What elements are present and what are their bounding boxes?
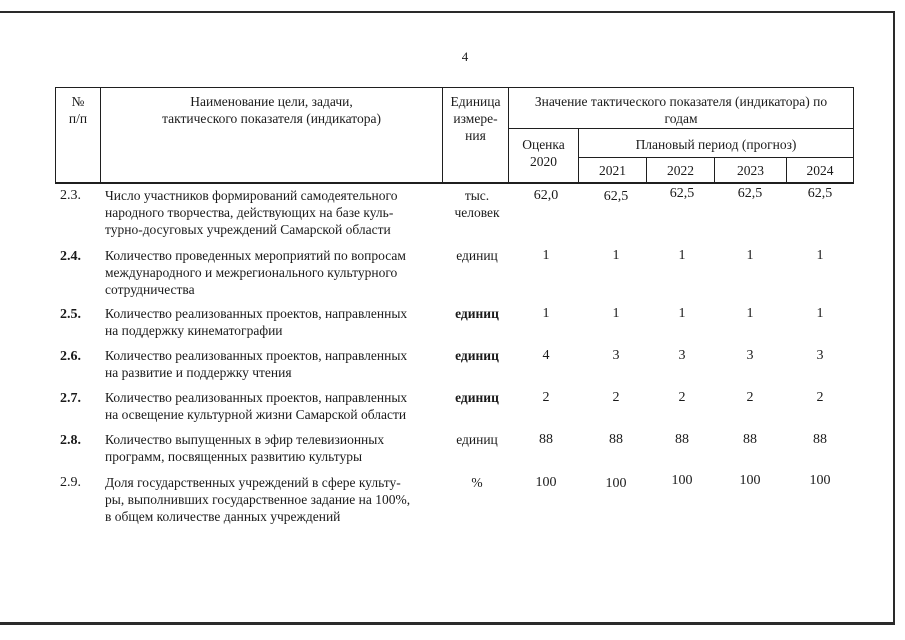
row-number: 2.5. (60, 307, 81, 322)
scan-edge-bottom (0, 622, 895, 625)
header-name: Наименование цели, задачи, тактического показателя (индикатора) (162, 94, 381, 126)
grid-line-right (853, 87, 854, 183)
value-cell: 100 (535, 475, 557, 490)
value-cell: 1 (746, 248, 754, 263)
unit-cell: единиц (455, 390, 499, 405)
grid-line-planned-bottom (578, 157, 854, 158)
value-cell: 1 (678, 248, 686, 263)
page-number: 4 (461, 49, 469, 64)
value-cell: 100 (605, 476, 627, 491)
value-cell: 88 (609, 432, 623, 447)
value-cell: 1 (816, 248, 824, 263)
header-year: 2023 (737, 163, 764, 178)
grid-line-years-top (508, 128, 854, 129)
unit-cell: тыс. человек (454, 188, 500, 220)
value-cell: 62,5 (603, 189, 629, 204)
value-cell: 62,0 (533, 188, 559, 203)
value-cell: 62,5 (807, 186, 833, 201)
header-unit: Единица измере- ния (450, 94, 501, 143)
row-number: 2.6. (60, 349, 81, 364)
value-cell: 1 (612, 306, 620, 321)
header-year: 2022 (667, 163, 694, 178)
value-cell: 88 (539, 432, 553, 447)
grid-line-top (55, 87, 854, 88)
header-estimate: Оценка 2020 (522, 137, 565, 169)
indicator-name: Количество реализованных проектов, направленных на развитие и поддержку чтения (105, 348, 408, 380)
indicator-name: Число участников формирований самодеятельного народного творчества, действующих на базе куль- турно-досуговых учреждений Самарской области (105, 188, 398, 237)
grid-line-header-bottom (55, 182, 854, 184)
value-cell: 1 (678, 306, 686, 321)
value-cell: 62,5 (737, 186, 763, 201)
value-cell: 1 (816, 306, 824, 321)
indicator-name: Количество проведенных мероприятий по вопросам международного и межрегионального культурного сотрудничества (105, 248, 406, 297)
header-value: Значение тактического показателя (индикатора) по годам (534, 94, 828, 126)
value-cell: 1 (746, 306, 754, 321)
value-cell: 1 (612, 248, 620, 263)
unit-cell: единиц (456, 432, 498, 447)
value-cell: 2 (542, 390, 550, 405)
value-cell: 4 (542, 348, 550, 363)
value-cell: 3 (612, 348, 620, 363)
value-cell: 100 (739, 473, 761, 488)
row-number: 2.4. (60, 249, 81, 264)
value-cell: 88 (675, 432, 689, 447)
header-planned: Плановый период (прогноз) (635, 137, 797, 152)
indicator-name: Количество реализованных проектов, направленных на поддержку кинематографии (105, 306, 408, 338)
scan-edge-top (0, 11, 893, 13)
value-cell: 2 (678, 390, 686, 405)
value-cell: 3 (746, 348, 754, 363)
value-cell: 100 (809, 473, 831, 488)
row-number: 2.8. (60, 433, 81, 448)
indicator-name: Количество выпущенных в эфир телевизионных программ, посвященных развитию культуры (105, 432, 385, 464)
indicator-name: Доля государственных учреждений в сфере культу- ры, выполнивших государственное задание на 100%, в общем количестве данных учреждений (105, 475, 411, 524)
unit-cell: единиц (455, 348, 499, 363)
row-number: 2.3. (60, 188, 81, 203)
value-cell: 62,5 (669, 186, 695, 201)
header-num: № п/п (68, 94, 88, 126)
header-year: 2021 (599, 163, 626, 178)
value-cell: 88 (813, 432, 827, 447)
unit-cell: единиц (455, 306, 499, 321)
value-cell: 100 (671, 473, 693, 488)
value-cell: 88 (743, 432, 757, 447)
value-cell: 3 (816, 348, 824, 363)
value-cell: 2 (746, 390, 754, 405)
unit-cell: % (471, 475, 483, 490)
scan-edge-right (893, 11, 895, 623)
value-cell: 1 (542, 248, 550, 263)
header-year: 2024 (806, 163, 834, 178)
value-cell: 2 (612, 390, 620, 405)
row-number: 2.7. (60, 391, 81, 406)
value-cell: 2 (816, 390, 824, 405)
value-cell: 1 (542, 306, 550, 321)
row-number: 2.9. (60, 475, 81, 490)
value-cell: 3 (678, 348, 686, 363)
unit-cell: единиц (456, 248, 498, 263)
indicator-name: Количество реализованных проектов, направленных на освещение культурной жизни Самарской области (105, 390, 408, 422)
